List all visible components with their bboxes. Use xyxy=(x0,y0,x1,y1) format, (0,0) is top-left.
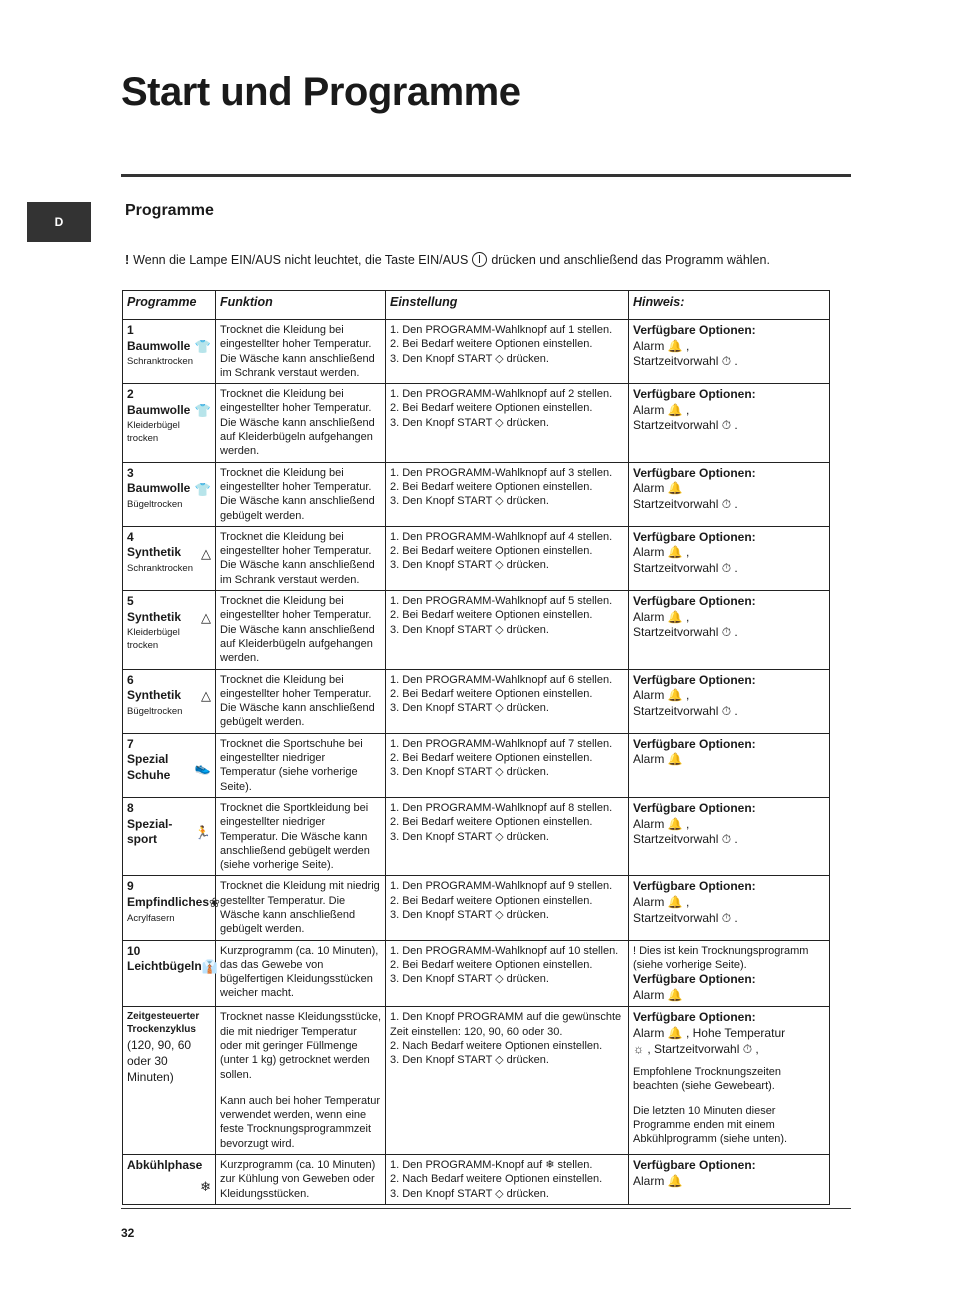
program-subtitle-text: Kleiderbügel trocken xyxy=(127,627,180,651)
options-cell xyxy=(629,876,830,940)
fabric-icon: △ xyxy=(201,545,211,561)
program-name xyxy=(127,817,211,848)
program-name xyxy=(127,1010,211,1036)
step-item: 1. Den Knopf PROGRAMM auf die gewünschte Zeit einstellen: 120, 90, 60 oder 30. xyxy=(390,1011,622,1038)
table-body xyxy=(123,320,830,1205)
header-einstellung: Einstellung xyxy=(386,291,629,320)
function-cell xyxy=(216,733,386,797)
program-cell xyxy=(123,384,216,462)
program-number: 4 xyxy=(127,529,134,544)
step-item: 3. Den Knopf START ◇ drücken. xyxy=(390,830,549,843)
program-subtitle-text: (120, 90, 60 oder 30 Minuten) xyxy=(127,1038,192,1084)
options-heading: Verfügbare Optionen: xyxy=(633,529,756,544)
program-cell xyxy=(123,940,216,1007)
function-cell xyxy=(216,320,386,384)
program-name-text: Synthetik xyxy=(127,545,182,560)
steps-cell xyxy=(386,526,629,590)
program-cell xyxy=(123,591,216,669)
step-item: 2. Bei Bedarf weitere Optionen einstellen. xyxy=(390,480,593,493)
program-subtitle-text: Bügeltrocken xyxy=(127,498,183,510)
table-row xyxy=(123,669,830,733)
function-text: Trocknet die Kleidung bei eingestellter hoher Temperatur. Die Wäsche kann anschließend auf Kleiderbügeln aufgehangen werden. xyxy=(220,595,375,665)
option-line: Startzeitvorwahl ⏱ . xyxy=(633,625,738,640)
program-name-text: Spezial-sport xyxy=(127,816,173,847)
options-heading: Verfügbare Optionen: xyxy=(633,594,756,609)
step-item: 1. Den PROGRAMM-Wahlknopf auf 1 stellen. xyxy=(390,324,613,336)
table-row xyxy=(123,876,830,940)
function-cell xyxy=(216,462,386,526)
power-icon xyxy=(472,252,487,267)
step-item: 1. Den PROGRAMM-Wahlknopf auf 10 stellen. xyxy=(390,944,619,957)
program-number: 7 xyxy=(127,736,134,751)
program-number: 8 xyxy=(127,800,134,815)
program-number: 5 xyxy=(127,594,134,609)
steps-list xyxy=(390,737,624,780)
power-note xyxy=(125,252,770,267)
program-name xyxy=(127,1158,211,1174)
function-cell xyxy=(216,526,386,590)
options-heading: Verfügbare Optionen: xyxy=(633,800,756,815)
program-subtitle xyxy=(127,1038,211,1085)
program-name xyxy=(127,688,211,704)
step-item: 2. Bei Bedarf weitere Optionen einstellen. xyxy=(390,894,593,907)
steps-list xyxy=(390,594,624,637)
program-name-text: Synthetik xyxy=(127,688,182,703)
steps-cell xyxy=(386,733,629,797)
options-heading: Verfügbare Optionen: xyxy=(633,672,756,687)
program-subtitle xyxy=(127,356,211,368)
function-text: Kurzprogramm (ca. 10 Minuten), das das Gewebe von bügelfertigen Kleidungsstücken weicher macht. xyxy=(220,944,379,1000)
table-row xyxy=(123,591,830,669)
program-name xyxy=(127,752,211,783)
step-item: 2. Nach Bedarf weitere Optionen einstellen. xyxy=(390,1173,603,1186)
steps-list xyxy=(390,1158,624,1201)
option-extra-note: Empfohlene Trocknungszeiten beachten (siehe Gewebeart). xyxy=(633,1066,781,1093)
title-rule xyxy=(121,174,851,177)
function-cell xyxy=(216,940,386,1007)
function-text: Trocknet die Kleidung mit niedrig gestellter Temperatur. Die Wäsche kann anschließend gebügelt werden. xyxy=(220,880,380,936)
program-name-text: Baumwolle xyxy=(127,338,191,353)
step-item: 1. Den PROGRAMM-Wahlknopf auf 6 stellen. xyxy=(390,673,613,686)
step-item: 3. Den Knopf START ◇ drücken. xyxy=(390,416,549,429)
step-item: 2. Bei Bedarf weitere Optionen einstellen. xyxy=(390,545,593,558)
program-cell xyxy=(123,669,216,733)
header-hinweis: Hinweis: xyxy=(629,291,830,320)
steps-cell xyxy=(386,669,629,733)
note-text-end: drücken und anschließend das Programm wählen. xyxy=(491,252,770,267)
option-line: Alarm 🔔 , Hohe Temperatur xyxy=(633,1025,786,1040)
table-row xyxy=(123,462,830,526)
steps-list xyxy=(390,944,624,987)
snowflake-icon: ❄ xyxy=(200,1178,211,1194)
steps-cell xyxy=(386,876,629,940)
step-item: 2. Bei Bedarf weitere Optionen einstellen. xyxy=(390,609,593,622)
step-item: 3. Den Knopf START ◇ drücken. xyxy=(390,1187,549,1200)
option-extra-note: Die letzten 10 Minuten dieser Programme enden mit einem Abkühlprogramm (siehe unten). xyxy=(633,1104,788,1146)
function-text-extra: Kann auch bei hoher Temperatur verwendet werden, wenn eine feste Trocknungsprogrammzeit bevorzugt wird. xyxy=(220,1094,381,1150)
option-line: Alarm 🔔 xyxy=(633,752,683,767)
program-number: 9 xyxy=(127,879,134,894)
program-name xyxy=(127,545,211,561)
step-item: 3. Den Knopf START ◇ drücken. xyxy=(390,623,549,636)
options-cell xyxy=(629,462,830,526)
step-item: 1. Den PROGRAMM-Wahlknopf auf 3 stellen. xyxy=(390,466,613,479)
program-name xyxy=(127,610,211,626)
table-row xyxy=(123,384,830,462)
function-cell xyxy=(216,797,386,875)
program-name-text: Baumwolle xyxy=(127,402,191,417)
fabric-icon: 👕 xyxy=(194,481,211,497)
options-heading: Verfügbare Optionen: xyxy=(633,1010,756,1025)
options-heading: Verfügbare Optionen: xyxy=(633,323,756,337)
fabric-icon: 👕 xyxy=(194,403,211,419)
program-cell xyxy=(123,733,216,797)
option-line: Startzeitvorwahl ⏱ . xyxy=(633,910,738,925)
options-heading: Verfügbare Optionen: xyxy=(633,972,756,987)
function-text: Trocknet die Sportschuhe bei eingestellter niedriger Temperatur (siehe vorherige Seite). xyxy=(220,737,363,793)
step-item: 2. Nach Bedarf weitere Optionen einstellen. xyxy=(390,1039,603,1052)
option-line: Startzeitvorwahl ⏱ . xyxy=(633,561,738,576)
note-text-start: Wenn die Lampe EIN/AUS nicht leuchtet, die Taste EIN/AUS xyxy=(133,252,469,267)
function-text: Trocknet die Kleidung bei eingestellter hoher Temperatur. Die Wäsche kann anschließend gebügelt werden. xyxy=(220,673,375,729)
language-tab: D xyxy=(27,202,91,242)
options-cell xyxy=(629,797,830,875)
program-subtitle xyxy=(127,706,211,718)
step-item: 1. Den PROGRAMM-Wahlknopf auf 8 stellen. xyxy=(390,801,613,814)
option-line: Startzeitvorwahl ⏱ . xyxy=(633,832,738,847)
table-row xyxy=(123,1155,830,1205)
fabric-icon: △ xyxy=(201,609,211,625)
program-cell xyxy=(123,462,216,526)
program-name xyxy=(127,339,211,355)
option-line: Alarm 🔔 , xyxy=(633,688,690,703)
program-number: 3 xyxy=(127,465,134,480)
step-item: 2. Bei Bedarf weitere Optionen einstellen. xyxy=(390,338,593,351)
program-cell xyxy=(123,1155,216,1205)
options-cell xyxy=(629,384,830,462)
table-header-row xyxy=(123,291,830,320)
steps-list xyxy=(390,323,624,366)
table-row xyxy=(123,733,830,797)
steps-cell xyxy=(386,940,629,1007)
table-row xyxy=(123,1007,830,1155)
options-heading: Verfügbare Optionen: xyxy=(633,736,756,751)
function-cell xyxy=(216,669,386,733)
fabric-icon: 👔 xyxy=(201,959,218,975)
function-text: Trocknet nasse Kleidungsstücke, die mit niedriger Temperatur oder mit geringer Füllmenge (unter 1 kg) getrocknet werden sollen. xyxy=(220,1011,382,1081)
table-row xyxy=(123,940,830,1007)
step-item: 3. Den Knopf START ◇ drücken. xyxy=(390,702,549,715)
program-subtitle-text: Acrylfasern xyxy=(127,912,175,924)
function-text: Kurzprogramm (ca. 10 Minuten) zur Kühlung von Geweben oder Kleidungsstücken. xyxy=(220,1159,376,1200)
function-text: Trocknet die Sportkleidung bei eingestellter niedriger Temperatur. Die Wäsche kann anschließend gebügelt werden (siehe vorherige Seite). xyxy=(220,801,370,872)
options-heading: Verfügbare Optionen: xyxy=(633,1158,756,1173)
program-cell xyxy=(123,797,216,875)
steps-cell xyxy=(386,1007,629,1155)
program-name-text: Baumwolle xyxy=(127,481,191,496)
step-item: 3. Den Knopf START ◇ drücken. xyxy=(390,559,549,572)
function-cell xyxy=(216,384,386,462)
program-name-text: Spezial Schuhe xyxy=(127,752,171,782)
step-item: 2. Bei Bedarf weitere Optionen einstellen. xyxy=(390,402,593,415)
program-number: 10 xyxy=(127,943,141,958)
note-exclamation: ! xyxy=(125,252,130,267)
steps-cell xyxy=(386,462,629,526)
program-name-text: Synthetik xyxy=(127,609,182,624)
steps-list xyxy=(390,387,624,430)
options-heading: Verfügbare Optionen: xyxy=(633,387,756,402)
steps-cell xyxy=(386,1155,629,1205)
program-subtitle xyxy=(127,627,211,652)
option-line: Startzeitvorwahl ⏱ . xyxy=(633,703,738,718)
function-cell xyxy=(216,1007,386,1155)
page-number: 32 xyxy=(121,1226,135,1240)
function-text: Trocknet die Kleidung bei eingestellter hoher Temperatur. Die Wäsche kann anschließend auf Kleiderbügeln aufgehangen werden. xyxy=(220,388,375,458)
function-cell xyxy=(216,1155,386,1205)
program-cell xyxy=(123,320,216,384)
program-number: 1 xyxy=(127,323,134,337)
option-line: Alarm 🔔 , xyxy=(633,545,690,560)
program-subtitle-text: Kleiderbügel trocken xyxy=(127,420,180,444)
steps-list xyxy=(390,466,624,509)
steps-list xyxy=(390,530,624,573)
program-subtitle xyxy=(127,499,211,511)
table-row xyxy=(123,320,830,384)
options-cell xyxy=(629,669,830,733)
options-cell xyxy=(629,1007,830,1155)
program-number: 2 xyxy=(127,387,134,402)
step-item: 3. Den Knopf START ◇ drücken. xyxy=(390,908,549,921)
fabric-icon: 👟 xyxy=(194,760,211,776)
steps-cell xyxy=(386,797,629,875)
function-text: Trocknet die Kleidung bei eingestellter hoher Temperatur. Die Wäsche kann anschließend gebügelt werden. xyxy=(220,466,375,522)
step-item: 1. Den PROGRAMM-Wahlknopf auf 4 stellen. xyxy=(390,530,613,543)
footer-rule xyxy=(121,1208,851,1209)
program-cell xyxy=(123,876,220,940)
options-cell xyxy=(629,526,830,590)
program-name xyxy=(127,403,211,419)
fabric-icon: 🏃 xyxy=(194,824,211,840)
fabric-icon: △ xyxy=(201,688,211,704)
option-line: Startzeitvorwahl ⏱ . xyxy=(633,354,738,369)
steps-cell xyxy=(386,384,629,462)
step-item: 2. Bei Bedarf weitere Optionen einstellen. xyxy=(390,687,593,700)
option-line: Alarm 🔔 , xyxy=(633,816,690,831)
step-item: 3. Den Knopf START ◇ drücken. xyxy=(390,973,549,986)
options-cell xyxy=(629,1155,830,1205)
step-item: 1. Den PROGRAMM-Wahlknopf auf 7 stellen. xyxy=(390,737,613,750)
program-name xyxy=(127,481,211,497)
function-cell xyxy=(216,591,386,669)
step-item: 2. Bei Bedarf weitere Optionen einstellen. xyxy=(390,752,593,765)
steps-list xyxy=(390,879,624,922)
program-subtitle xyxy=(127,913,211,925)
table-row xyxy=(123,797,830,875)
option-line: Alarm 🔔 , xyxy=(633,402,690,417)
program-name-text: Abkühlphase xyxy=(127,1158,203,1173)
step-item: 1. Den PROGRAMM-Wahlknopf auf 9 stellen. xyxy=(390,880,613,893)
options-cell xyxy=(629,733,830,797)
options-cell xyxy=(629,320,830,384)
option-note: ! Dies ist kein Trocknungsprogramm (siehe vorherige Seite). xyxy=(633,944,809,971)
program-cell xyxy=(123,526,216,590)
program-subtitle xyxy=(127,563,211,575)
function-text: Trocknet die Kleidung bei eingestellter hoher Temperatur. Die Wäsche kann anschließend im Schrank verstaut werden. xyxy=(220,324,375,379)
step-item: 2. Bei Bedarf weitere Optionen einstellen. xyxy=(390,816,593,829)
program-subtitle-text: Schranktrocken xyxy=(127,563,194,575)
header-funktion: Funktion xyxy=(216,291,386,320)
steps-cell xyxy=(386,320,629,384)
option-line: Startzeitvorwahl ⏱ . xyxy=(633,496,738,511)
option-line: ☼ , Startzeitvorwahl ⏱ , xyxy=(633,1041,759,1056)
step-item: 1. Den PROGRAMM-Knopf auf ❄ stellen. xyxy=(390,1159,593,1172)
options-heading: Verfügbare Optionen: xyxy=(633,879,756,894)
step-item: 2. Bei Bedarf weitere Optionen einstellen. xyxy=(390,958,593,971)
option-line: Alarm 🔔 , xyxy=(633,609,690,624)
step-item: 1. Den PROGRAMM-Wahlknopf auf 2 stellen. xyxy=(390,388,613,401)
options-cell xyxy=(629,591,830,669)
program-cell xyxy=(123,1007,216,1155)
options-heading: Verfügbare Optionen: xyxy=(633,465,756,480)
option-line: Startzeitvorwahl ⏱ . xyxy=(633,418,738,433)
program-subtitle-text: Schranktrocken xyxy=(127,356,194,368)
option-line: Alarm 🔔 xyxy=(633,987,683,1002)
page-title: Start und Programme xyxy=(121,70,521,114)
program-name xyxy=(127,894,220,911)
table-row xyxy=(123,526,830,590)
step-item: 3. Den Knopf START ◇ drücken. xyxy=(390,766,549,779)
section-title: Programme xyxy=(125,202,214,219)
option-line: Alarm 🔔 xyxy=(633,1173,683,1188)
steps-list xyxy=(390,673,624,716)
options-cell xyxy=(629,940,830,1007)
step-item: 1. Den PROGRAMM-Wahlknopf auf 5 stellen. xyxy=(390,595,613,608)
step-item: 3. Den Knopf START ◇ drücken. xyxy=(390,495,549,508)
fabric-icon: 👕 xyxy=(194,338,211,354)
steps-list xyxy=(390,1010,624,1067)
function-cell xyxy=(216,876,386,940)
step-item: 3. Den Knopf START ◇ drücken. xyxy=(390,352,549,365)
steps-cell xyxy=(386,591,629,669)
program-name-text: Leichtbügeln xyxy=(127,959,202,974)
fabric-icon: ❀ xyxy=(209,895,220,911)
step-item: 3. Den Knopf START ◇ drücken. xyxy=(390,1054,549,1067)
program-name xyxy=(127,959,218,975)
program-number: 6 xyxy=(127,672,134,687)
program-subtitle-text: Bügeltrocken xyxy=(127,705,183,717)
steps-list xyxy=(390,801,624,844)
function-text: Trocknet die Kleidung bei eingestellter hoher Temperatur. Die Wäsche kann anschließend im Schrank verstaut werden. xyxy=(220,530,375,586)
header-programme: Programme xyxy=(123,291,216,320)
program-name-text: Empfindliches xyxy=(127,894,210,909)
option-line: Alarm 🔔 , xyxy=(633,894,690,909)
program-name-text: Zeitgesteuerter Trockenzyklus xyxy=(127,1011,200,1036)
program-subtitle xyxy=(127,420,211,445)
option-line: Alarm 🔔 , xyxy=(633,338,690,353)
option-line: Alarm 🔔 xyxy=(633,481,683,496)
program-table xyxy=(122,290,830,1205)
